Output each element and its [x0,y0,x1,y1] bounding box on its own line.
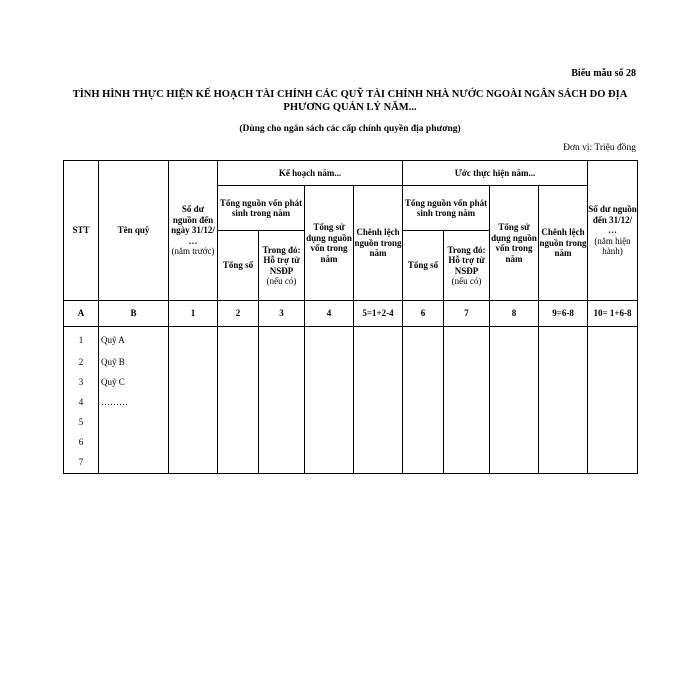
row-value-cell [403,393,444,413]
row-value-cell [169,373,218,393]
header-plan-difference: Chênh lệch nguồn trong năm [354,186,403,301]
row-value-cell [354,413,403,433]
row-value-cell [539,433,588,453]
row-value-cell [588,413,638,433]
row-value-cell [588,453,638,474]
row-stt: 7 [64,453,99,474]
table-row [64,453,638,474]
row-value-cell [218,433,259,453]
row-value-cell [259,373,305,393]
row-value-cell [354,453,403,474]
row-fund-name [99,413,169,433]
plan-of-which-note: (nếu có) [266,276,297,286]
row-value-cell [444,453,490,474]
row-value-cell [444,413,490,433]
table-row [64,413,638,433]
row-value-cell [169,433,218,453]
table-row [64,393,638,413]
header-opening-balance [169,161,218,301]
row-value-cell [539,353,588,373]
row-value-cell [169,453,218,474]
row-value-cell [305,413,354,433]
row-value-cell [588,327,638,353]
row-value-cell [354,373,403,393]
index-cell: 8 [490,301,539,327]
row-value-cell [403,453,444,474]
row-value-cell [169,327,218,353]
header-estimate-total: Tổng số [403,231,444,301]
row-value-cell [218,413,259,433]
index-cell: 3 [259,301,305,327]
header-closing-balance [588,161,638,301]
form-number: Biểu mẫu số 28 [571,68,636,79]
header-plan-total-use: Tổng sử dụng nguồn vốn trong năm [305,186,354,301]
row-fund-name [99,433,169,453]
row-value-cell [354,433,403,453]
row-value-cell [218,373,259,393]
estimate-of-which-label: Trong đó: Hỗ trợ từ NSĐP [447,244,486,276]
row-value-cell [490,453,539,474]
index-cell: A [64,301,99,327]
row-stt: 6 [64,433,99,453]
opening-balance-note: (năm trước) [171,246,215,257]
row-stt: 4 [64,393,99,413]
header-plan-of-which [259,231,305,301]
row-value-cell [588,393,638,413]
row-value-cell [259,413,305,433]
row-stt: 3 [64,373,99,393]
index-cell: 6 [403,301,444,327]
row-value-cell [403,373,444,393]
row-value-cell [305,327,354,353]
table-row [64,353,638,373]
header-fund-name: Tên quỹ [99,161,169,301]
row-value-cell [218,353,259,373]
row-fund-name: Quỹ C [99,373,169,393]
row-value-cell [305,393,354,413]
row-value-cell [588,373,638,393]
row-value-cell [539,413,588,433]
row-value-cell [259,353,305,373]
header-plan-total: Tổng số [218,231,259,301]
table-row [64,433,638,453]
header-estimate-total-source: Tổng nguồn vốn phát sinh trong năm [403,186,490,231]
row-value-cell [218,327,259,353]
row-stt: 2 [64,353,99,373]
index-cell: 5=1+2-4 [354,301,403,327]
row-value-cell [169,393,218,413]
header-estimate-difference: Chênh lệch nguồn trong năm [539,186,588,301]
row-value-cell [444,373,490,393]
row-stt: 5 [64,413,99,433]
row-value-cell [169,413,218,433]
row-value-cell [259,433,305,453]
row-value-cell [588,433,638,453]
row-value-cell [539,453,588,474]
unit-label: Đơn vị: Triệu đồng [563,143,636,153]
row-value-cell [305,433,354,453]
row-value-cell [169,353,218,373]
row-value-cell [354,393,403,413]
header-estimate-of-which [444,231,490,301]
closing-balance-label: Số dư nguồn đến 31/12/ … [588,204,637,236]
document-title: TÌNH HÌNH THỰC HIỆN KẾ HOẠCH TÀI CHÍNH CÁC QUỸ TÀI CHÍNH NHÀ NƯỚC NGOÀI NGÂN SÁCH DO ĐỊA PHƯƠNG QUẢN LÝ NĂM... [72,89,628,113]
row-value-cell [490,373,539,393]
row-value-cell [444,433,490,453]
row-fund-name: ……… [99,393,169,413]
table-row [64,327,638,353]
row-fund-name: Quỹ A [99,327,169,353]
row-value-cell [403,327,444,353]
plan-of-which-label: Trong đó: Hỗ trợ từ NSĐP [262,244,301,276]
header-plan-group: Kế hoạch năm... [218,161,403,186]
row-value-cell [259,453,305,474]
index-cell: 1 [169,301,218,327]
row-value-cell [218,393,259,413]
row-value-cell [490,327,539,353]
index-cell: 2 [218,301,259,327]
row-value-cell [305,373,354,393]
index-cell: 10= 1+6-8 [588,301,638,327]
row-value-cell [403,353,444,373]
row-value-cell [490,353,539,373]
row-value-cell [403,413,444,433]
column-index-row [64,301,638,327]
row-value-cell [539,393,588,413]
row-value-cell [354,353,403,373]
opening-balance-label: Số dư nguồn đến ngày 31/12/ … [171,204,215,246]
row-fund-name: Quỹ B [99,353,169,373]
row-stt: 1 [64,327,99,353]
index-cell: 9=6-8 [539,301,588,327]
table-row [64,373,638,393]
header-estimate-total-use: Tổng sử dụng nguồn vốn trong năm [490,186,539,301]
row-value-cell [444,327,490,353]
row-value-cell [539,327,588,353]
row-fund-name [99,453,169,474]
fund-plan-table [63,160,638,474]
row-value-cell [490,433,539,453]
row-value-cell [490,413,539,433]
row-value-cell [444,393,490,413]
row-value-cell [218,453,259,474]
row-value-cell [305,453,354,474]
row-value-cell [444,353,490,373]
row-value-cell [588,353,638,373]
header-stt: STT [64,161,99,301]
header-plan-total-source: Tổng nguồn vốn phát sinh trong năm [218,186,305,231]
estimate-of-which-note: (nếu có) [451,276,482,286]
row-value-cell [305,353,354,373]
row-value-cell [354,327,403,353]
index-cell: 4 [305,301,354,327]
index-cell: B [99,301,169,327]
row-value-cell [403,433,444,453]
document-subtitle: (Dùng cho ngân sách các cấp chính quyền địa phương) [239,124,461,134]
row-value-cell [259,327,305,353]
header-estimate-group: Ước thực hiện năm... [403,161,588,186]
row-value-cell [259,393,305,413]
index-cell: 7 [444,301,490,327]
row-value-cell [539,373,588,393]
row-value-cell [490,393,539,413]
closing-balance-note: (năm hiện hành) [594,235,631,257]
